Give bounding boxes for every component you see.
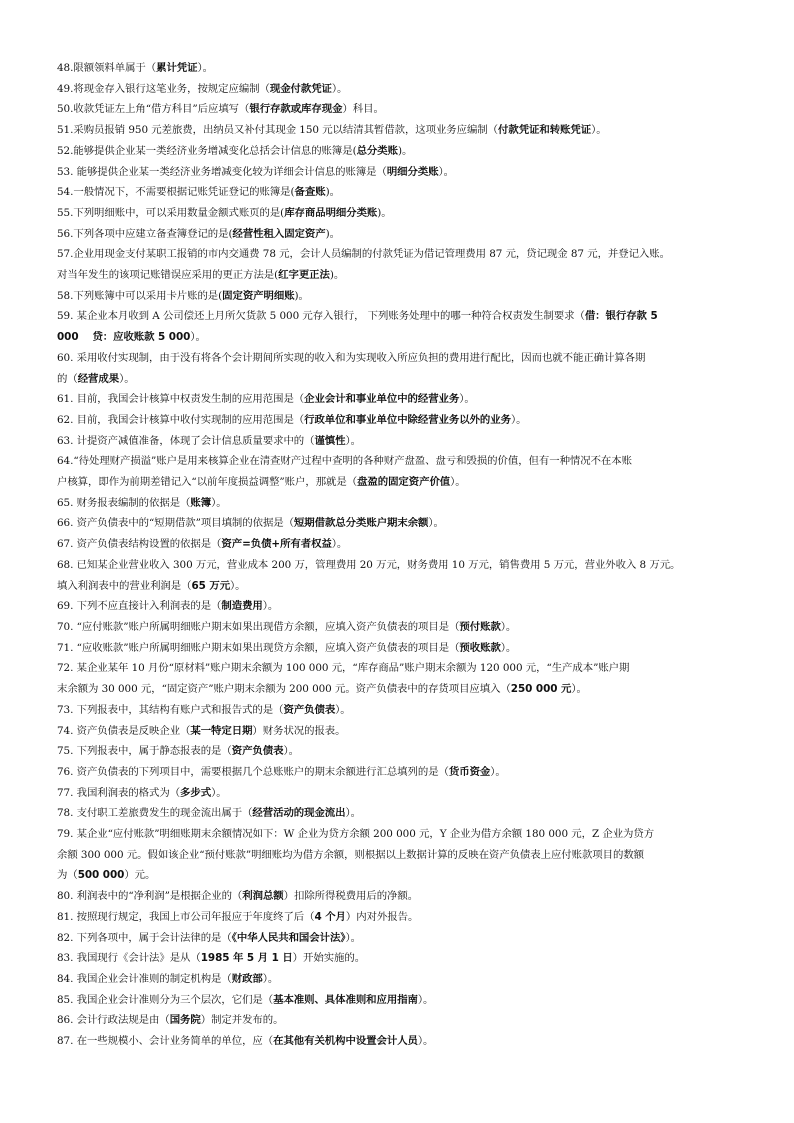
- question-text-tail: )。: [397, 144, 413, 157]
- question-line: [57, 845, 743, 866]
- answer-text: 4 个月: [314, 910, 346, 923]
- answer-text: 总分类账: [356, 144, 398, 157]
- answer-text: 红字更正法: [278, 269, 330, 282]
- question-line: [57, 120, 743, 141]
- question-line: [57, 907, 743, 928]
- question-text-tail: ）。: [428, 517, 444, 530]
- question-text-tail: )。: [329, 269, 345, 282]
- question-line: [57, 679, 743, 700]
- question-text: 50.收款凭证左上角“借方科目”后应填写（: [57, 103, 250, 116]
- question-text-tail: ）。: [345, 434, 361, 447]
- question-text: 64.“待处理财产损溢”账户是用来核算企业在清查财产过程中查明的各种财产盘盈、盘亏和毁损的价值，但有一种情况不在本账: [57, 455, 632, 468]
- question-line: [57, 306, 743, 327]
- question-line: [57, 286, 743, 307]
- answer-text: 预付账款: [459, 620, 501, 633]
- question-line: [57, 79, 743, 100]
- question-line: [57, 493, 743, 514]
- question-text: 72. 某企业某年 10 月份“原材料”账户期末余额为 100 000 元，“库存商品”账户期末余额为 120 000 元，“生产成本”账户期: [57, 662, 630, 675]
- answer-text: 基本准则、具体准则和应用指南: [273, 993, 418, 1006]
- question-line: [57, 451, 743, 472]
- question-text: 51.采购员报销 950 元差旅费，出纳员又补付其现金 150 元以结清其暂借款，这项业务应编制（: [57, 124, 499, 137]
- question-text-tail: )。: [294, 289, 309, 302]
- question-text: 的（: [57, 372, 78, 385]
- question-text-tail: )。: [325, 227, 340, 240]
- answer-text: 在其他有关机构中设置会计人员: [273, 1035, 418, 1048]
- question-text: 75. 下列报表中，属于静态报表的是（: [57, 745, 232, 758]
- answer-text: 制造费用: [221, 600, 263, 613]
- question-text: 为（: [57, 869, 78, 882]
- document-page: [57, 58, 743, 1052]
- question-text: 55.下列明细账中，可以采用数量金额式账页的是(: [57, 206, 285, 219]
- answer-text: 企业会计和事业单位中的经营业务: [304, 393, 460, 406]
- question-text-tail: ）。: [345, 931, 361, 944]
- question-text-tail: ）元。: [124, 869, 156, 882]
- answer-text: 累计凭证: [156, 62, 198, 74]
- question-text-tail: ）财务状况的报表。: [252, 724, 346, 737]
- question-text-tail: )。: [325, 186, 340, 199]
- answer-text: 某一特定日期: [190, 724, 253, 737]
- question-text-tail: ）制定并发布的。: [200, 1014, 284, 1027]
- question-text-tail: ）。: [345, 807, 361, 820]
- answer-text: 付款凭证和转账凭证: [498, 124, 592, 137]
- question-line: [57, 203, 743, 224]
- question-text: 填入利润表中的营业利润是（: [57, 579, 192, 592]
- question-text: 末余额为 30 000 元，“固定资产”账户期末余额为 200 000 元。资产负债表中的存货项目应填入（: [57, 683, 511, 696]
- answer-text: 固定资产明细账: [222, 289, 295, 302]
- answer-text: 1985 年 5 月 1 日: [200, 952, 293, 965]
- question-text: 户核算，即作为前期差错记入“以前年度损益调整”账户，那就是（: [57, 476, 358, 489]
- question-text: 52.能够提供企业某一类经济业务增减变化总括会计信息的账簿是(: [57, 144, 357, 157]
- answer-text: 备查账: [294, 186, 326, 199]
- answer-text: 经营性租入固定资产: [232, 227, 326, 240]
- answer-text: 250 000 元: [510, 683, 572, 696]
- question-line: [57, 348, 743, 369]
- question-text-tail: ）内对外报告。: [345, 910, 419, 923]
- answer-text: 银行存款或库存现金: [249, 103, 343, 116]
- question-text: 70. “应付账款”账户所属明细账户期末如果出现借方余额，应填入资产负债表的项目是（: [57, 620, 460, 633]
- answer-text: 资产负债表: [283, 703, 336, 716]
- answer-text: 货币资金: [448, 765, 491, 778]
- question-text-tail: ）。: [262, 972, 279, 985]
- answer-text: 行政单位和事业单位中除经营业务以外的业务: [304, 413, 511, 426]
- question-line: [57, 762, 743, 783]
- question-text: 56.下列各项中应建立备查簿登记的是(: [57, 227, 233, 240]
- question-line: [57, 596, 743, 617]
- question-line: [57, 969, 743, 990]
- question-text: 81. 按照现行规定，我国上市公司年报应于年度终了后（: [57, 910, 315, 923]
- question-text: 80. 利润表中的“净利润”是根据企业的（: [57, 890, 243, 903]
- question-line: [57, 555, 743, 576]
- question-line: [57, 658, 743, 679]
- question-text: 69. 下列不应直接计入利润表的是（: [57, 600, 222, 613]
- question-line: [57, 576, 743, 597]
- question-text-tail: ）。: [490, 765, 506, 778]
- answer-text: 多步式: [180, 786, 212, 799]
- question-text: 86. 会计行政法规是由（: [57, 1014, 170, 1027]
- question-text: 48.限额领料单属于（: [57, 62, 157, 74]
- question-text: 83. 我国现行《会计法》是从（: [57, 952, 201, 965]
- question-text-tail: ）。: [438, 165, 455, 178]
- answer-text: 明细分类账: [386, 165, 439, 178]
- question-line: [57, 617, 743, 638]
- question-line: [57, 700, 743, 721]
- question-text: 59. 某企业本月收到 A 公司偿还上月所欠货款 5 000 元存入银行， 下列账务处理中的哪一种符合权责发生制要求（: [57, 310, 585, 323]
- question-text-tail: ）。: [417, 1035, 434, 1048]
- question-text: 49.将现金存入银行这笔业务，按规定应编制（: [57, 82, 270, 95]
- question-line: [57, 224, 743, 245]
- question-text: 76. 资产负债表的下列项目中，需要根据几个总账账户的期末余额进行汇总填列的是（: [57, 765, 449, 778]
- question-text: 61. 目前，我国会计核算中权责发生制的应用范围是（: [57, 393, 305, 406]
- answer-text: 资产负债表: [231, 745, 284, 758]
- question-text-tail: ）。: [262, 600, 279, 613]
- question-line: [57, 1031, 743, 1052]
- question-text: 78. 支付职工差旅费发生的现金流出属于（: [57, 807, 253, 820]
- question-text-tail: ）。: [571, 683, 587, 696]
- question-line: [57, 948, 743, 969]
- question-text-tail: ）。: [510, 413, 527, 426]
- question-text: 54.一般情况下，不需要根据记账凭证登记的账簿是(: [57, 186, 295, 199]
- answer-text: 65 万元: [191, 579, 231, 592]
- question-text-tail: ）。: [190, 331, 206, 344]
- question-text-tail: ）。: [500, 620, 517, 633]
- question-text-tail: ）。: [459, 393, 475, 406]
- answer-text: 资产=负债+所有者权益: [221, 538, 332, 551]
- question-text: 62. 目前，我国会计核算中收付实现制的应用范围是（: [57, 413, 305, 426]
- question-line: [57, 99, 743, 120]
- answer-text: 经营活动的现金流出: [252, 807, 346, 820]
- question-text: 53. 能够提供企业某一类经济业务增减变化较为详细会计信息的账簿是（: [57, 165, 387, 178]
- question-text-tail: ）。: [450, 476, 466, 489]
- question-text: 68. 已知某企业营业收入 300 万元，营业成本 200 万，管理费用 20 万元，财务费用 10 万元，销售费用 5 万元，营业外收入 8 万元。: [57, 558, 681, 571]
- question-text-tail: ）。: [230, 579, 246, 592]
- question-text-tail: ）。: [331, 82, 348, 95]
- answer-text: 500 000: [77, 869, 125, 882]
- question-line: [57, 865, 743, 886]
- question-text-tail: ）。: [211, 786, 227, 799]
- question-line: [57, 389, 743, 410]
- question-line: [57, 410, 743, 431]
- question-text-tail: ）。: [591, 124, 607, 137]
- question-text-tail: ）。: [197, 62, 213, 74]
- question-text: 对当年发生的该项记账错误应采用的更正方法是(: [57, 269, 279, 282]
- question-line: [57, 141, 743, 162]
- question-line: [57, 162, 743, 183]
- question-line: [57, 58, 743, 79]
- question-text-tail: )。: [377, 206, 392, 219]
- question-text-tail: ）。: [417, 993, 434, 1006]
- answer-text: 000 贷：应收账款 5 000: [57, 331, 191, 344]
- question-line: [57, 638, 743, 659]
- question-line: [57, 182, 743, 203]
- question-text: 60. 采用收付实现制，由于没有将各个会计期间所实现的收入和为实现收入所应负担的费用进行配比，因而也就不能正确计算各期: [57, 351, 646, 364]
- question-text: 余额 300 000 元。假如该企业“预付账款”明细账均为借方余额，则根据以上数据计算的反映在资产负债表上应付账款项目的数额: [57, 848, 645, 861]
- answer-text: 《中华人民共和国会计法》: [231, 931, 346, 944]
- question-text: 74. 资产负债表是反映企业（: [57, 724, 191, 737]
- question-line: [57, 824, 743, 845]
- question-text-tail: ）。: [500, 641, 517, 654]
- answer-text: 盘盈的固定资产价值: [357, 476, 451, 489]
- question-text-tail: ）。: [331, 538, 348, 551]
- question-text-tail: ）科目。: [342, 103, 384, 116]
- answer-text: 账簿: [190, 496, 212, 509]
- question-line: [57, 472, 743, 493]
- question-line: [57, 928, 743, 949]
- answer-text: 利润总额: [242, 890, 284, 903]
- question-line: [57, 741, 743, 762]
- question-text: 82. 下列各项中，属于会计法律的是（: [57, 931, 232, 944]
- question-text: 79. 某企业“应付账款”明细账期末余额情况如下：W 企业为贷方余额 200 000 元，Y 企业为借方余额 180 000 元，Z 企业为贷方: [57, 828, 655, 841]
- question-line: [57, 244, 743, 265]
- question-line: [57, 886, 743, 907]
- question-text: 87. 在一些规模小、会计业务简单的单位，应（: [57, 1035, 274, 1048]
- question-line: [57, 721, 743, 742]
- answer-text: 现金付款凭证: [269, 82, 332, 95]
- answer-text: 预收账款: [459, 641, 501, 654]
- question-line: [57, 513, 743, 534]
- question-text-tail: ）。: [283, 745, 299, 758]
- question-line: [57, 803, 743, 824]
- answer-text: 财政部: [231, 972, 263, 985]
- question-text: 58.下列账簿中可以采用卡片账的是(: [57, 289, 223, 302]
- question-text: 71. “应收账款”账户所属明细账户期末如果出现贷方余额，应填入资产负债表的项目是（: [57, 641, 460, 654]
- question-text: 73. 下列报表中，其结构有账户式和报告式的是（: [57, 703, 284, 716]
- answer-text: 借：银行存款 5: [584, 310, 658, 323]
- question-line: [57, 327, 743, 348]
- question-text-tail: ）。: [119, 372, 135, 385]
- question-text: 66. 资产负债表中的“短期借款”项目填制的依据是（: [57, 517, 294, 530]
- question-text-tail: ）扣除所得税费用后的净额。: [283, 890, 419, 903]
- answer-text: 短期借款总分类账户期末余额: [293, 517, 429, 530]
- question-line: [57, 431, 743, 452]
- answer-text: 库存商品明细分类账: [284, 206, 378, 219]
- question-text-tail: ）。: [211, 496, 227, 509]
- question-line: [57, 534, 743, 555]
- question-line: [57, 369, 743, 390]
- question-line: [57, 990, 743, 1011]
- question-line: [57, 783, 743, 804]
- question-text: 63. 计提资产减值准备，体现了会计信息质量要求中的（: [57, 434, 315, 447]
- answer-text: 谨慎性: [314, 434, 346, 447]
- answer-text: 经营成果: [77, 372, 120, 385]
- question-text: 57.企业用现金支付某职工报销的市内交通费 78 元，会计人员编制的付款凭证为借记管理费用 87 元，贷记现金 87 元，并登记入账。: [57, 248, 670, 261]
- question-text: 77. 我国利润表的格式为（: [57, 786, 181, 799]
- question-line: [57, 265, 743, 286]
- question-text: 84. 我国企业会计准则的制定机构是（: [57, 972, 232, 985]
- question-text: 85. 我国企业会计准则分为三个层次，它们是（: [57, 993, 274, 1006]
- question-text: 67. 资产负债表结构设置的依据是（: [57, 538, 222, 551]
- question-text: 65. 财务报表编制的依据是（: [57, 496, 191, 509]
- question-text-tail: ）。: [335, 703, 351, 716]
- question-text-tail: ）开始实施的。: [292, 952, 366, 965]
- answer-text: 国务院: [169, 1014, 201, 1027]
- question-line: [57, 1010, 743, 1031]
